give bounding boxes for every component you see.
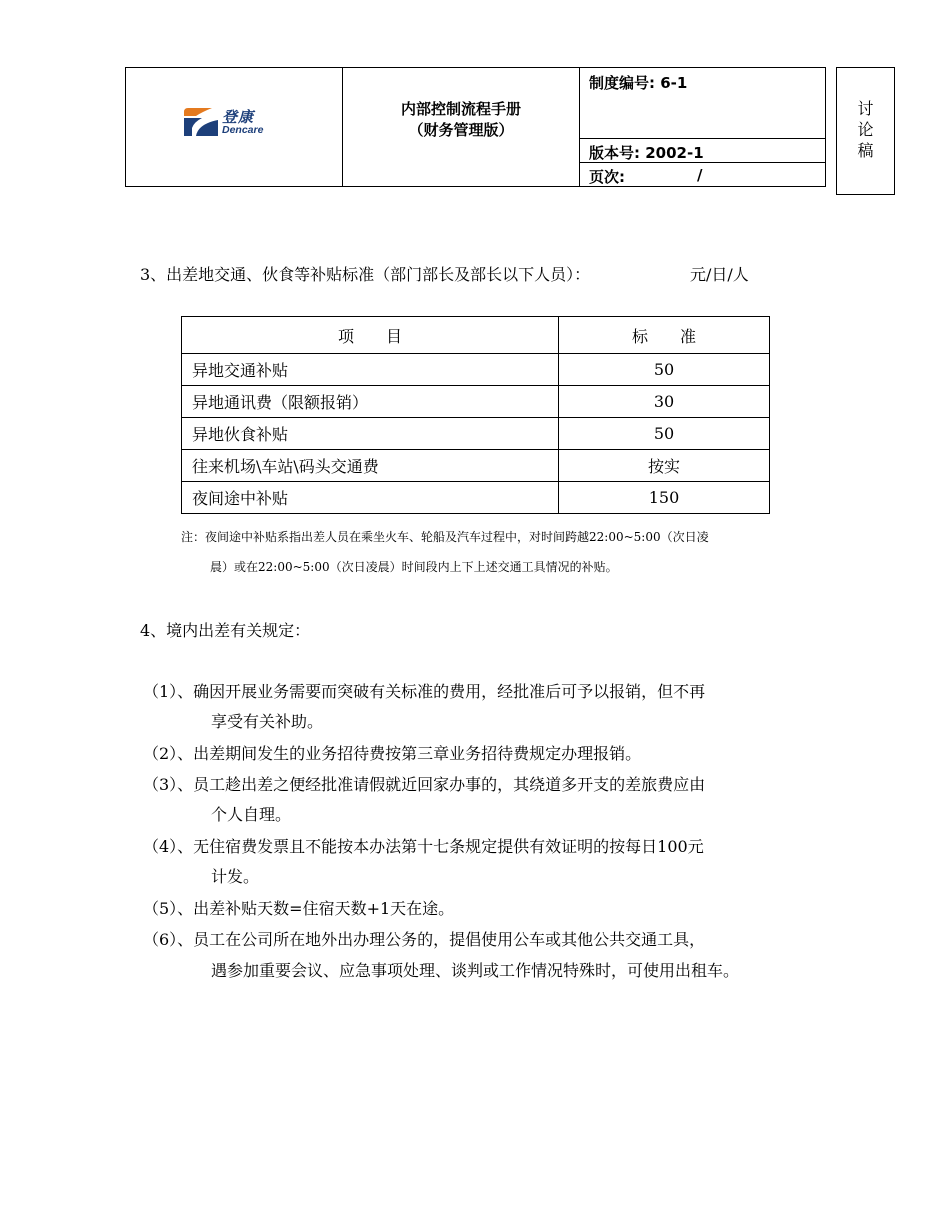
policy-number: 制度编号: 6-1 (589, 74, 688, 92)
column-header-item: 项 目 (182, 317, 559, 354)
draft-stamp (837, 98, 894, 161)
rule-item-1: （1）、确因开展业务需要而突破有关标准的费用，经批准后可予以报销，但不再 (143, 682, 706, 701)
table-row (182, 354, 770, 386)
table-header-row (182, 317, 770, 354)
page-number-row (580, 166, 825, 187)
company-logo (182, 104, 292, 144)
rule-item-4: （4）、无住宿费发票且不能按本办法第十七条规定提供有效证明的按每日100元 (143, 837, 704, 856)
standard-cell: 50 (559, 354, 770, 386)
logo-english-text: Dencare (222, 124, 264, 136)
draft-char: 论 (857, 120, 874, 139)
rule-item-6-cont: 遇参加重要会议、应急事项处理、谈判或工作情况特殊时，可使用出租车。 (211, 961, 740, 980)
table-row (182, 418, 770, 450)
page-value: / (697, 166, 703, 184)
item-cell: 异地伙食补贴 (182, 418, 559, 450)
table-row (182, 450, 770, 482)
divider (580, 162, 825, 163)
standard-cell: 150 (559, 482, 770, 514)
item-cell: 异地通讯费（限额报销） (182, 386, 559, 418)
logo-chinese-text: 登康 (222, 108, 255, 126)
version-number: 版本号: 2002-1 (589, 144, 704, 162)
logo-mark-icon (182, 106, 220, 138)
rule-item-6: （6）、员工在公司所在地外出办理公务的，提倡使用公车或其他公共交通工具， (143, 930, 706, 949)
header-meta-cell (579, 67, 826, 187)
rule-item-1-cont: 享受有关补助。 (211, 712, 324, 731)
divider (580, 138, 825, 139)
table-row (182, 386, 770, 418)
draft-char: 稿 (857, 141, 874, 160)
item-cell: 往来机场\车站\码头交通费 (182, 450, 559, 482)
table-row (182, 482, 770, 514)
rule-item-3: （3）、员工趁出差之便经批准请假就近回家办事的，其绕道多开支的差旅费应由 (143, 775, 706, 794)
standard-cell: 50 (559, 418, 770, 450)
rule-item-2: （2）、出差期间发生的业务招待费按第三章业务招待费规定办理报销。 (143, 744, 642, 763)
section3-heading: 3、出差地交通、伙食等补贴标准（部门部长及部长以下人员）： (140, 265, 591, 284)
standard-cell: 30 (559, 386, 770, 418)
item-cell: 异地交通补贴 (182, 354, 559, 386)
table-note-line1: 注：夜间途中补贴系指出差人员在乘坐火车、轮船及汽车过程中，对时间跨越22:00~5:00（次日凌 (181, 530, 709, 544)
draft-char: 讨 (857, 99, 874, 118)
item-cell: 夜间途中补贴 (182, 482, 559, 514)
manual-title: 内部控制流程手册 (400, 100, 521, 118)
page-label: 页次: (589, 168, 625, 186)
rule-item-3-cont: 个人自理。 (211, 805, 292, 824)
rule-item-5: （5）、出差补贴天数=住宿天数+1天在途。 (143, 899, 455, 918)
section4-heading: 4、境内出差有关规定： (140, 621, 311, 640)
manual-subtitle: （财务管理版） (408, 121, 514, 139)
draft-stamp-cell (836, 67, 895, 195)
section3-unit: 元/日/人 (690, 265, 749, 284)
column-header-standard: 标 准 (559, 317, 770, 354)
allowance-table (181, 316, 770, 514)
header-title-cell (342, 67, 580, 187)
rule-item-4-cont: 计发。 (211, 867, 260, 886)
header-logo-cell (125, 67, 343, 187)
standard-cell: 按实 (559, 450, 770, 482)
table-note-line2: 晨）或在22:00~5:00（次日凌晨）时间段内上下上述交通工具情况的补贴。 (210, 560, 618, 574)
